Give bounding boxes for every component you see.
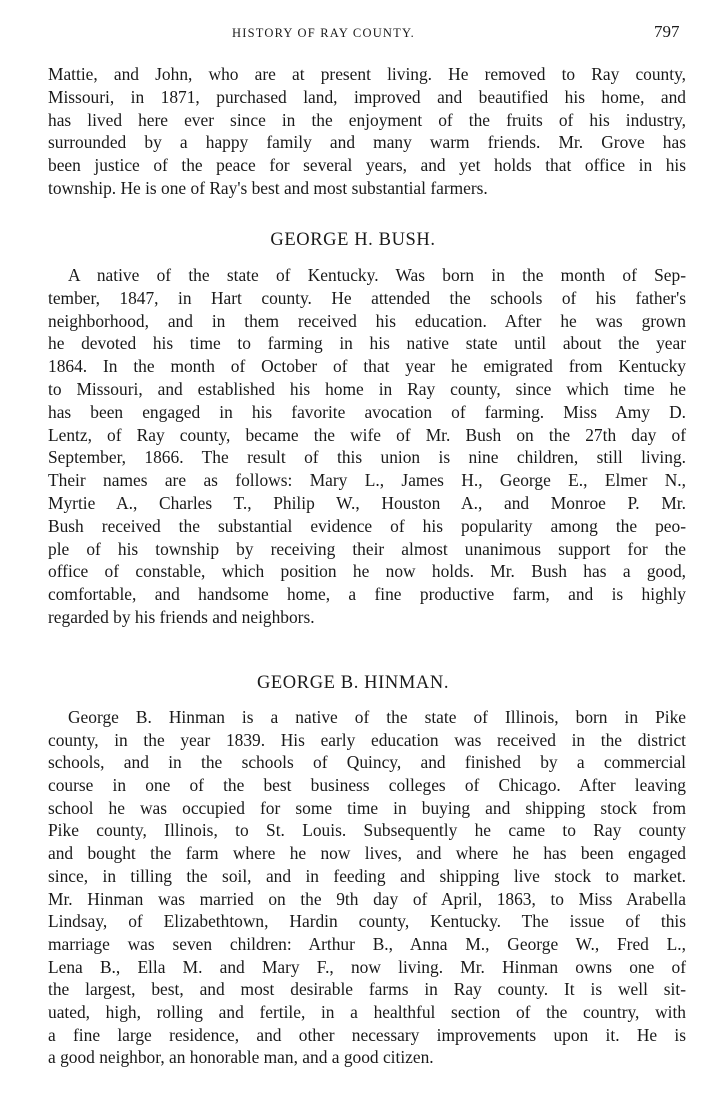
text-line: the largest, best, and most desirable farms in Ray county. It is well sit- — [48, 979, 686, 1000]
text-line: comfortable, and handsome home, a fine productive farm, and is highly — [48, 584, 686, 605]
text-line: uated, high, rolling and fertile, in a healthful section of the country, with — [48, 1001, 686, 1022]
text-line: county, in the year 1839. His early education was received in the district — [48, 729, 686, 750]
text-line: has been engaged in his favorite avocation of farming. Miss Amy D. — [48, 401, 686, 422]
text-line: he devoted his time to farming in his native state until about the year — [48, 333, 686, 354]
text-line: course in one of the best business colleges of Chicago. After leaving — [48, 775, 686, 796]
text-line: Their names are as follows: Mary L., James H., George E., Elmer N., — [48, 470, 686, 491]
paragraph-grove-continued — [48, 63, 686, 200]
text-line: a good neighbor, an honorable man, and a good citizen. — [48, 1047, 434, 1068]
running-head — [0, 22, 706, 44]
text-line: 1864. In the month of October of that year he emigrated from Kentucky — [48, 356, 686, 377]
text-line: Myrtie A., Charles T., Philip W., Houston A., and Monroe P. Mr. — [48, 492, 686, 513]
text-line: office of constable, which position he now holds. Mr. Bush has a good, — [48, 561, 686, 582]
text-line: a fine large residence, and other necessary improvements upon it. He is — [48, 1024, 686, 1045]
page-number: 797 — [654, 22, 680, 41]
text-line: marriage was seven children: Arthur B., Anna M., George W., Fred L., — [48, 933, 686, 954]
text-line: to Missouri, and established his home in Ray county, since which time he — [48, 378, 686, 399]
text-line: A native of the state of Kentucky. Was born in the month of Sep- — [68, 265, 686, 285]
text-line: tember, 1847, in Hart county. He attended the schools of his father's — [48, 287, 686, 308]
text-line: Missouri, in 1871, purchased land, improved and beautified his home, and — [48, 86, 686, 107]
text-line: schools, and in the schools of Quincy, and finished by a commercial — [48, 752, 686, 773]
text-line: Mr. Hinman was married on the 9th day of April, 1863, to Miss Arabella — [48, 888, 686, 909]
text-line: surrounded by a happy family and many warm friends. Mr. Grove has — [48, 132, 686, 153]
text-line: Lindsay, of Elizabethtown, Hardin county, Kentucky. The issue of this — [48, 911, 686, 932]
text-line: George B. Hinman is a native of the state of Illinois, born in Pike — [68, 707, 686, 727]
text-line: school he was occupied for some time in buying and shipping stock from — [48, 797, 686, 818]
text-line: ple of his township by receiving their almost unanimous support for the — [48, 538, 686, 559]
running-title: HISTORY OF RAY COUNTY. — [232, 26, 415, 40]
text-line: Pike county, Illinois, to St. Louis. Subsequently he came to Ray county — [48, 820, 686, 841]
text-line: Lentz, of Ray county, became the wife of Mr. Bush on the 27th day of — [48, 424, 686, 445]
heading-george-b-hinman: GEORGE B. HINMAN. — [256, 673, 450, 693]
text-line: neighborhood, and in them received his education. After he was grown — [48, 310, 686, 331]
text-line: Lena B., Ella M. and Mary F., now living. Mr. Hinman owns one of — [48, 956, 686, 977]
heading-george-h-bush: GEORGE H. BUSH. — [270, 230, 436, 250]
text-line: and bought the farm where he now lives, and where he has been engaged — [48, 843, 686, 864]
text-line: township. He is one of Ray's best and most substantial farmers. — [48, 177, 488, 198]
text-line: Mattie, and John, who are at present living. He removed to Ray county, — [48, 64, 686, 84]
paragraph-george-h-bush — [48, 264, 686, 629]
text-line: since, in tilling the soil, and in feeding and shipping live stock to market. — [48, 865, 686, 886]
text-line: Bush received the substantial evidence of his popularity among the peo- — [48, 515, 686, 536]
text-line: been justice of the peace for several years, and yet holds that office in his — [48, 155, 686, 176]
text-line: September, 1866. The result of this union is nine children, still living. — [48, 447, 686, 468]
text-line: regarded by his friends and neighbors. — [48, 606, 315, 627]
text-line: has lived here ever since in the enjoyment of the fruits of his industry, — [48, 109, 686, 130]
paragraph-george-b-hinman — [48, 706, 686, 1069]
